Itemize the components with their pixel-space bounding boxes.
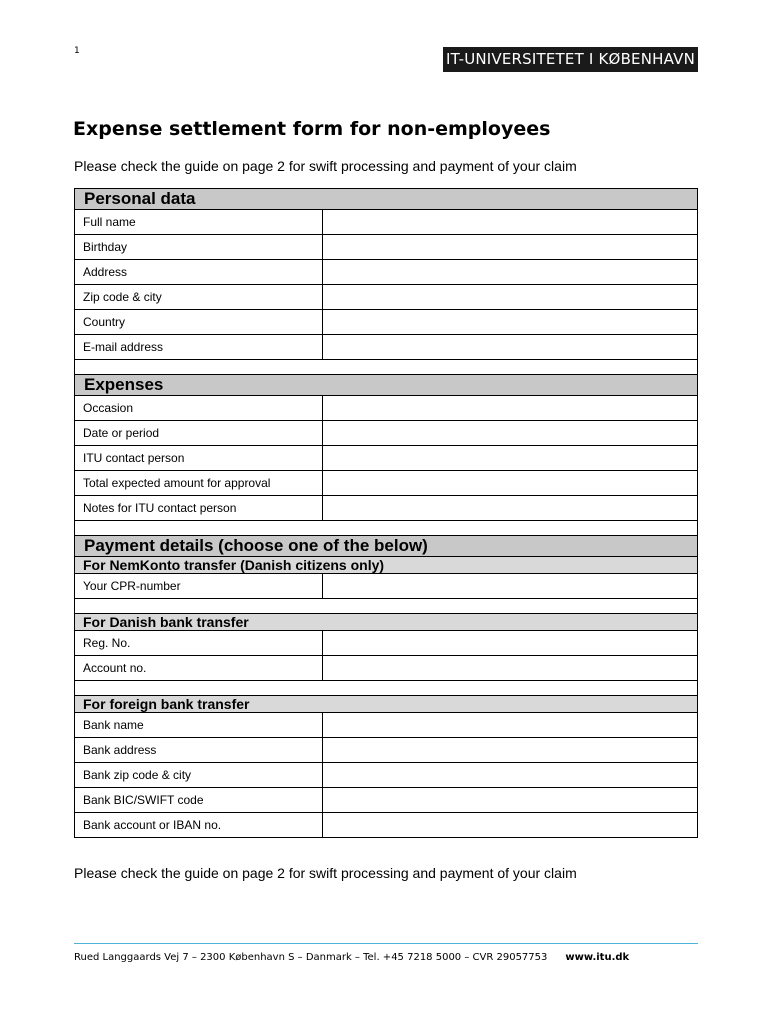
section-spacer: [75, 521, 697, 536]
address-field[interactable]: [323, 260, 697, 284]
form-row-full-name: [75, 210, 697, 235]
footer-divider: [74, 943, 698, 944]
field-label: Bank BIC/SWIFT code: [75, 788, 323, 812]
intro-text: Please check the guide on page 2 for swift processing and payment of your claim: [74, 158, 577, 174]
field-label: Bank zip code & city: [75, 763, 323, 787]
field-label: Account no.: [75, 656, 323, 680]
iban-field[interactable]: [323, 813, 697, 837]
section-expenses: Expenses: [75, 375, 697, 396]
subsection-danish-bank: For Danish bank transfer: [75, 614, 697, 631]
form-row-bank-name: [75, 713, 697, 738]
footer-address: Rued Langgaards Vej 7 – 2300 København S – Danmark – Tel. +45 7218 5000 – CVR 29057753: [74, 952, 548, 963]
field-label: Notes for ITU contact person: [75, 496, 323, 520]
field-label: Bank name: [75, 713, 323, 737]
email-field[interactable]: [323, 335, 697, 359]
section-spacer: [75, 681, 697, 696]
form-row-contact-person: [75, 446, 697, 471]
account-no-field[interactable]: [323, 656, 697, 680]
zip-city-field[interactable]: [323, 285, 697, 309]
page-number: 1: [74, 46, 80, 56]
section-spacer: [75, 360, 697, 375]
total-amount-field[interactable]: [323, 471, 697, 495]
field-label: Your CPR-number: [75, 574, 323, 598]
section-payment-details: Payment details (choose one of the below): [75, 536, 697, 557]
country-field[interactable]: [323, 310, 697, 334]
field-label: Zip code & city: [75, 285, 323, 309]
expense-form: [74, 188, 698, 838]
field-label: E-mail address: [75, 335, 323, 359]
notes-field[interactable]: [323, 496, 697, 520]
field-label: Bank account or IBAN no.: [75, 813, 323, 837]
form-row-date-period: [75, 421, 697, 446]
field-label: Full name: [75, 210, 323, 234]
bank-name-field[interactable]: [323, 713, 697, 737]
subsection-foreign-bank: For foreign bank transfer: [75, 696, 697, 713]
contact-person-field[interactable]: [323, 446, 697, 470]
field-label: Address: [75, 260, 323, 284]
field-label: Birthday: [75, 235, 323, 259]
form-row-bank-address: [75, 738, 697, 763]
reg-no-field[interactable]: [323, 631, 697, 655]
date-period-field[interactable]: [323, 421, 697, 445]
footer-website-link[interactable]: www.itu.dk: [565, 952, 630, 963]
subsection-nemkonto: For NemKonto transfer (Danish citizens only): [75, 557, 697, 574]
bic-swift-field[interactable]: [323, 788, 697, 812]
bank-zip-city-field[interactable]: [323, 763, 697, 787]
form-row-account-no: [75, 656, 697, 681]
bank-address-field[interactable]: [323, 738, 697, 762]
field-label: ITU contact person: [75, 446, 323, 470]
form-row-zip-city: [75, 285, 697, 310]
form-row-address: [75, 260, 697, 285]
itu-logo: IT-UNIVERSITETET I KØBENHAVN: [443, 47, 698, 72]
form-row-reg-no: [75, 631, 697, 656]
occasion-field[interactable]: [323, 396, 697, 420]
form-row-birthday: [75, 235, 697, 260]
form-row-bank-zip-city: [75, 763, 697, 788]
footer: [74, 952, 629, 963]
form-row-cpr: [75, 574, 697, 599]
form-row-total-amount: [75, 471, 697, 496]
outro-text: Please check the guide on page 2 for swift processing and payment of your claim: [74, 865, 577, 881]
section-spacer: [75, 599, 697, 614]
field-label: Date or period: [75, 421, 323, 445]
birthday-field[interactable]: [323, 235, 697, 259]
page-title: Expense settlement form for non-employees: [73, 118, 551, 140]
form-row-notes: [75, 496, 697, 521]
form-row-iban: [75, 813, 697, 838]
field-label: Total expected amount for approval: [75, 471, 323, 495]
form-row-country: [75, 310, 697, 335]
field-label: Country: [75, 310, 323, 334]
field-label: Reg. No.: [75, 631, 323, 655]
form-row-bic-swift: [75, 788, 697, 813]
field-label: Occasion: [75, 396, 323, 420]
cpr-number-field[interactable]: [323, 574, 697, 598]
full-name-field[interactable]: [323, 210, 697, 234]
form-row-occasion: [75, 396, 697, 421]
section-personal-data: Personal data: [75, 189, 697, 210]
field-label: Bank address: [75, 738, 323, 762]
form-row-email: [75, 335, 697, 360]
